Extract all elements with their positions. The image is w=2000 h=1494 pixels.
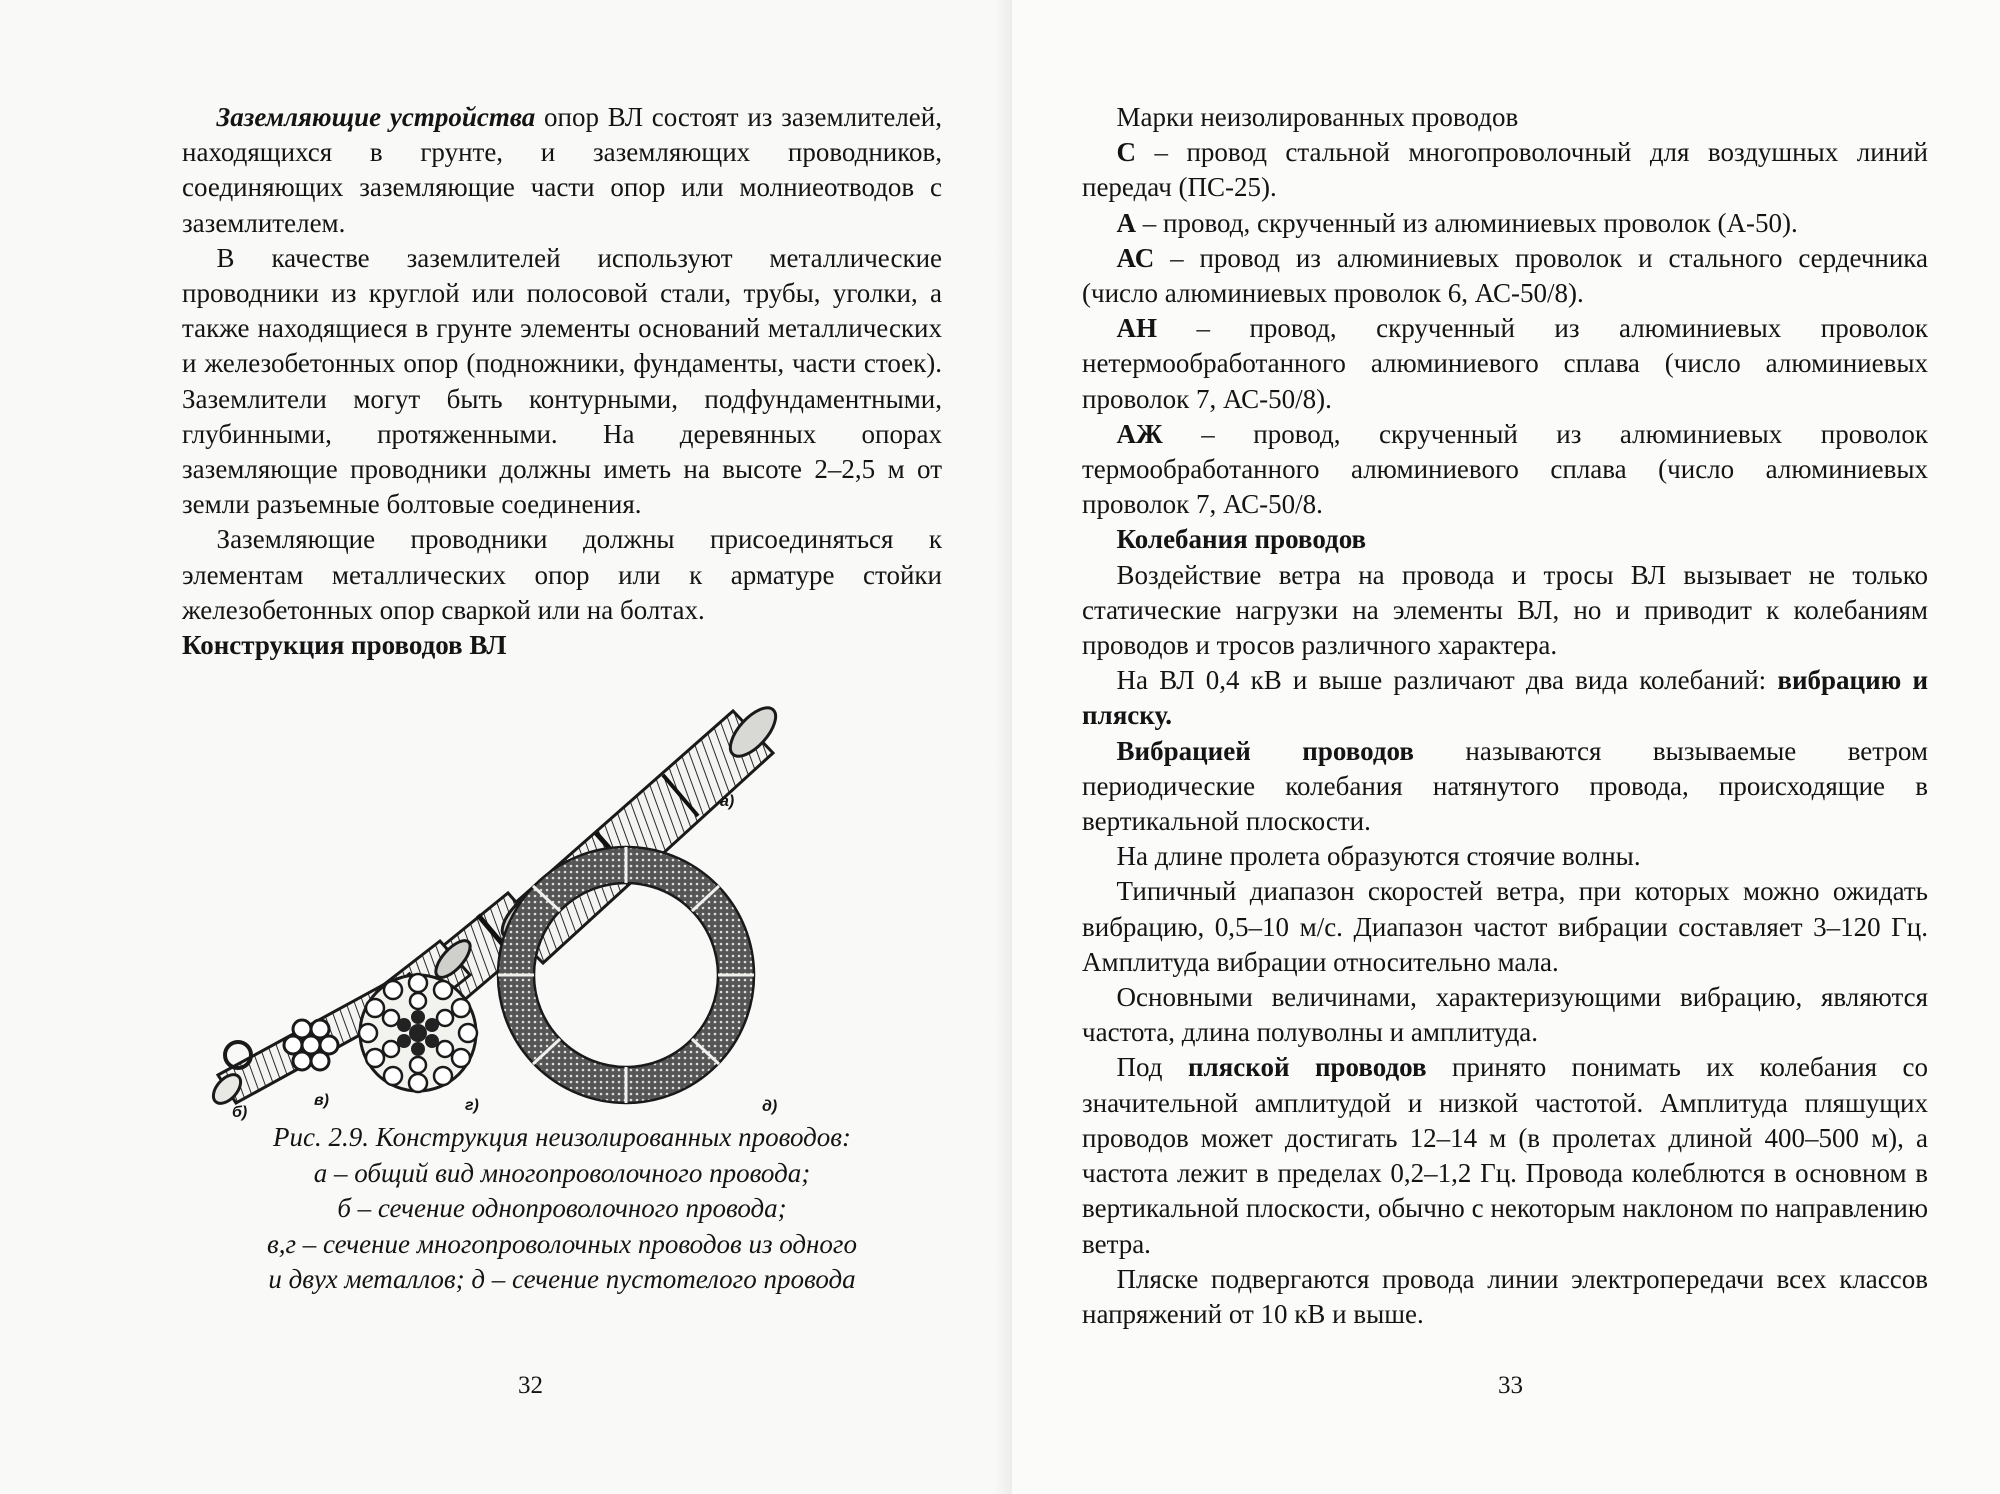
label-b: б) — [232, 1104, 248, 1122]
page-number-right: 33 — [1498, 1372, 1523, 1399]
label-g: г) — [465, 1097, 479, 1115]
figure-2-9 — [182, 683, 942, 1122]
left-text-column — [182, 100, 942, 1298]
paragraph-grounding-devices — [182, 100, 942, 241]
brand-an — [1082, 311, 1928, 417]
section-heading: Конструкция проводов ВЛ — [182, 630, 507, 661]
paragraph-vibration-definition — [1082, 734, 1928, 840]
term-galloping: пляской проводов — [1187, 1052, 1427, 1083]
paragraph-conductors-attachment: Заземляющие проводники должны присоединяться к элементам металлических опор или к арматуре стойки железобетонных опор сваркой или на болтах. — [182, 524, 942, 625]
brand-code: А — [1116, 207, 1137, 238]
right-text-column — [1082, 100, 1928, 1332]
term-grounding-devices: Заземляющие устройства — [216, 102, 536, 132]
term-vibration: Вибрацией проводов — [1116, 735, 1414, 766]
paragraph-wind-effect: Воздействие ветра на провода и тросы ВЛ вызывает не только статические нагрузки на элементы ВЛ, но и приводит к колебаниям проводов и тросов различного характера. — [1082, 559, 1928, 661]
paragraph-standing-waves: На длине пролета образуются стоячие волны. — [1116, 841, 1641, 872]
paragraph-galloping-voltage: Пляске подвергаются провода линии электропередачи всех классов напряжений от 10 кВ и выше. — [1082, 1263, 1928, 1329]
paragraph-wind-speed-range: Типичный диапазон скоростей ветра, при которых можно ожидать вибрацию, 0,5–10 м/с. Диапазон частот вибрации составляет 3–120 Гц. Амплитуда вибрации относительно мала. — [1082, 876, 1928, 977]
gutter-shadow — [994, 0, 1012, 1494]
paragraph-galloping-definition — [1082, 1050, 1928, 1261]
paragraph-text: На ВЛ 0,4 кВ и выше различают два вида колебаний: — [1116, 665, 1778, 696]
brand-as — [1082, 241, 1928, 311]
brand-description: – провод, скрученный из алюминиевых проволок термообработанного алюминиевого сплава (число алюминиевых проволок 7, АС-50/8. — [1082, 418, 1928, 520]
caption-line: б – сечение однопроволочного провода; — [337, 1193, 787, 1224]
brand-description: – провод, скрученный из алюминиевых проволок (А-50). — [1136, 207, 1798, 238]
brand-code: АС — [1116, 242, 1155, 273]
figure-caption — [182, 1120, 942, 1298]
brands-title: Марки неизолированных проводов — [1116, 102, 1519, 132]
seven-strand-section — [284, 1020, 338, 1070]
oscillation-subheading: Колебания проводов — [1116, 524, 1367, 555]
right-page — [1012, 0, 2000, 1494]
page-number-left: 32 — [518, 1372, 543, 1399]
brand-code: АН — [1116, 313, 1158, 344]
brand-code: АЖ — [1116, 418, 1163, 449]
term-vibration-and-galloping: вибрацию и пляску. — [1082, 665, 1928, 731]
brand-s — [1082, 135, 1928, 205]
label-a: а) — [720, 793, 735, 811]
two-metal-strand-section — [359, 974, 477, 1092]
brand-description: – провод стальной многопроволочный для воздушных линий передач (ПС-25). — [1082, 137, 1928, 203]
paragraph-text: Под — [1116, 1052, 1188, 1083]
paragraph-vibration-quantities: Основными величинами, характеризующими вибрацию, являются частота, длина полуволны и амплитуда. — [1082, 982, 1928, 1048]
paragraph-text: принято понимать их колебания со значительной амплитудой и низкой частотой. Амплитуда пляшущих проводов может достигать 12–14 м (в пролетах длиной 400–500 м), а частота лежит в пределах 0,2–1,2 Гц. Провода колеблются в основном в вертикальной плоскости, обычно с некоторым наклоном по направлению ветра. — [1082, 1052, 1928, 1259]
brand-description: – провод, скрученный из алюминиевых проволок нетермообработанного алюминиевого сплава (число алюминиевых проволок 7, АС-50/8). — [1082, 313, 1928, 414]
caption-line: в,г – сечение многопроволочных проводов из одного — [267, 1228, 857, 1259]
paragraph-two-types — [1082, 663, 1928, 733]
label-d: д) — [762, 1098, 778, 1116]
paragraph-earth-electrodes: В качестве заземлителей используют металлические проводники из круглой или полосовой стали, трубы, уголки, а также находящиеся в грунте элементы оснований металлических и железобетонных опор (подножники, фундаменты, части стоек). Заземлители могут быть контурными, подфундаментными, глубинными, протяженными. На деревянных опорах заземляющие проводники должны иметь на высоте 2–2,5 м от земли разъемные болтовые соединения. — [182, 242, 942, 520]
brand-a — [1082, 206, 1928, 241]
brand-code: С — [1116, 137, 1137, 168]
brand-azh — [1082, 417, 1928, 523]
caption-line: а – общий вид многопроволочного провода; — [313, 1157, 811, 1188]
caption-line: и двух металлов; д – сечение пустотелого провода — [268, 1264, 856, 1295]
wire-construction-illustration — [178, 683, 948, 1118]
caption-line: Рис. 2.9. Конструкция неизолированных проводов: — [273, 1122, 851, 1153]
brand-description: – провод из алюминиевых проволок и стального сердечника (число алюминиевых проволок 6, АС-50/8). — [1082, 242, 1928, 309]
paragraph-text: опор ВЛ состоят из заземлителей, находящихся в грунте, и заземляющих проводников, соединяющих заземляющие части опор или молниеотводов с заземлителем. — [182, 102, 942, 238]
paragraph-text: называются вызываемые ветром периодические колебания натянутого провода, происходящие в вертикальной плоскости. — [1082, 735, 1928, 837]
label-v: в) — [314, 1092, 329, 1110]
